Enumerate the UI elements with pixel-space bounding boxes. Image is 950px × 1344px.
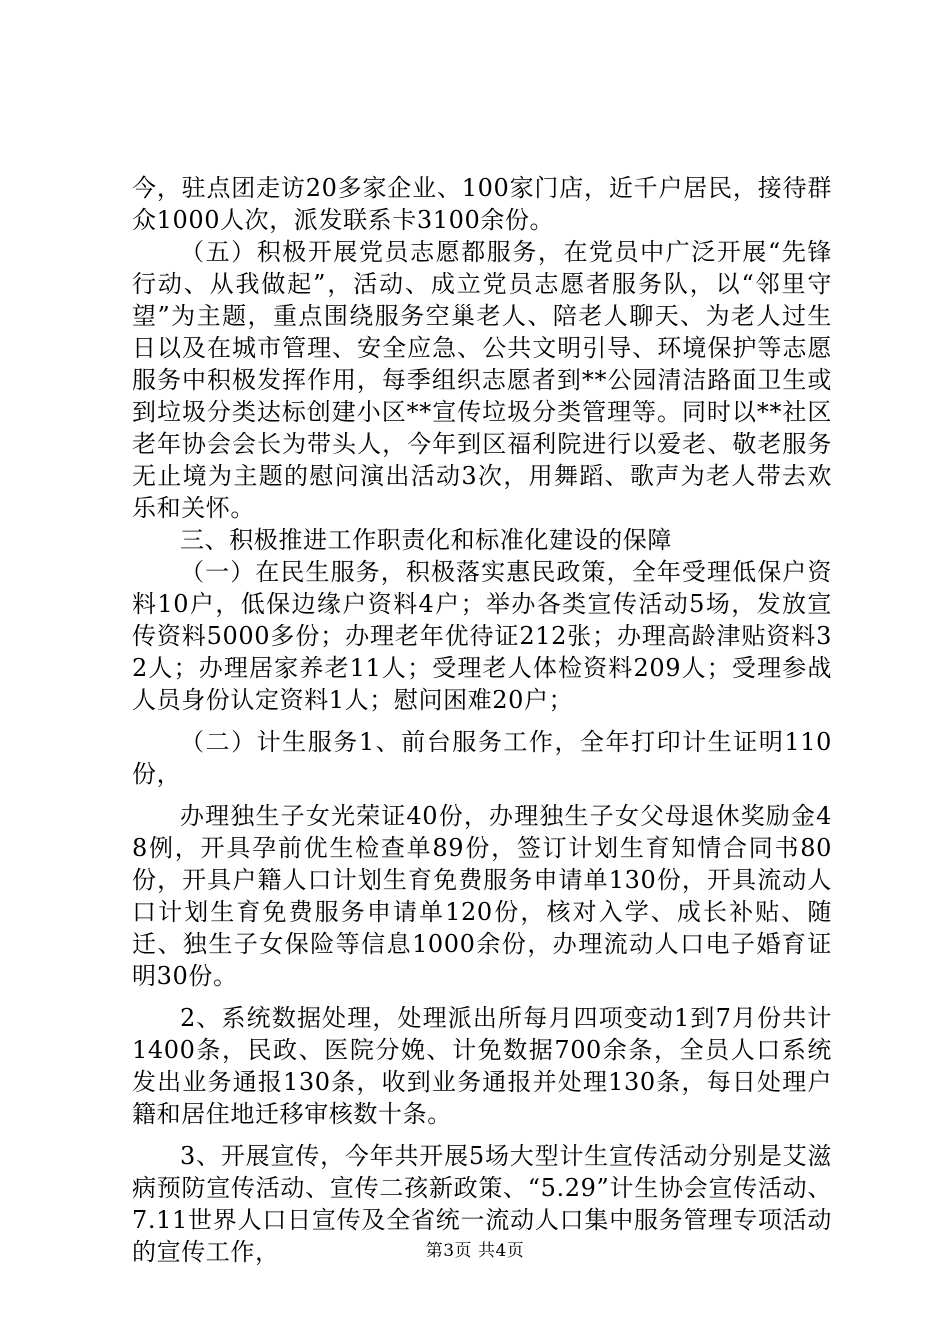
paragraph-visit-summary: 今，驻点团走访20多家企业、100家门店，近千户居民，接待群众1000人次，派发联系卡3100余份。 bbox=[132, 174, 832, 234]
page-number-footer: 第3页 共4页 bbox=[425, 1241, 525, 1261]
section-heading-three: 三、积极推进工作职责化和标准化建设的保障 bbox=[180, 526, 672, 554]
paragraph-certificates: 办理独生子女光荣证40份，办理独生子女父母退休奖励金48例，开具孕前优生检查单89份，签订计划生育知情合同书80份，开具户籍人口计划生育免费服务申请单130份，开具流动人口计划生育免费服务申请单120份，核对入学、成长补贴、随迁、独生子女保险等信息1000余份，办理流动人口电子婚育证明30份。 bbox=[132, 802, 832, 990]
paragraph-volunteer-service: （五）积极开展党员志愿都服务，在党员中广泛开展“先锋行动、从我做起”，活动、成立党员志愿者服务队，以“邻里守望”为主题，重点围绕服务空巢老人、陪老人聊天、为老人过生日以及在城市管理、安全应急、公共文明引导、环境保护等志愿服务中积极发挥作用，每季组织志愿者到**公园清洁路面卫生或到垃圾分类达标创建小区**宣传垃圾分类管理等。同时以**社区老年协会会长为带头人，今年到区福利院进行以爱老、敬老服务无止境为主题的慰问演出活动3次，用舞蹈、歌声为老人带去欢乐和关怀。 bbox=[132, 238, 832, 522]
paragraph-data-processing: 2、系统数据处理，处理派出所每月四项变动1到7月份共计1400条，民政、医院分娩、计免数据700余条，全员人口系统发出业务通报130条，收到业务通报并处理130条，每日处理户籍和居住地迁移审核数十条。 bbox=[132, 1004, 832, 1128]
paragraph-publicity: 3、开展宣传，今年共开展5场大型计生宣传活动分别是艾滋病预防宣传活动、宣传二孩新政策、“5.29”计生协会宣传活动、7.11世界人口日宣传及全省统一流动人口集中服务管理专项活动的宣传工作， bbox=[132, 1142, 832, 1266]
paragraph-livelihood-service: （一）在民生服务，积极落实惠民政策，全年受理低保户资料10户，低保边缘户资料4户；举办各类宣传活动5场，发放宣传资料5000多份；办理老年优待证212张；办理高龄津贴资料32人；办理居家养老11人；受理老人体检资料209人；受理参战人员身份认定资料1人；慰问困难20户； bbox=[132, 558, 832, 714]
paragraph-family-planning-front-desk: （二）计生服务1、前台服务工作，全年打印计生证明110份， bbox=[132, 728, 832, 788]
document-body bbox=[132, 172, 832, 1268]
